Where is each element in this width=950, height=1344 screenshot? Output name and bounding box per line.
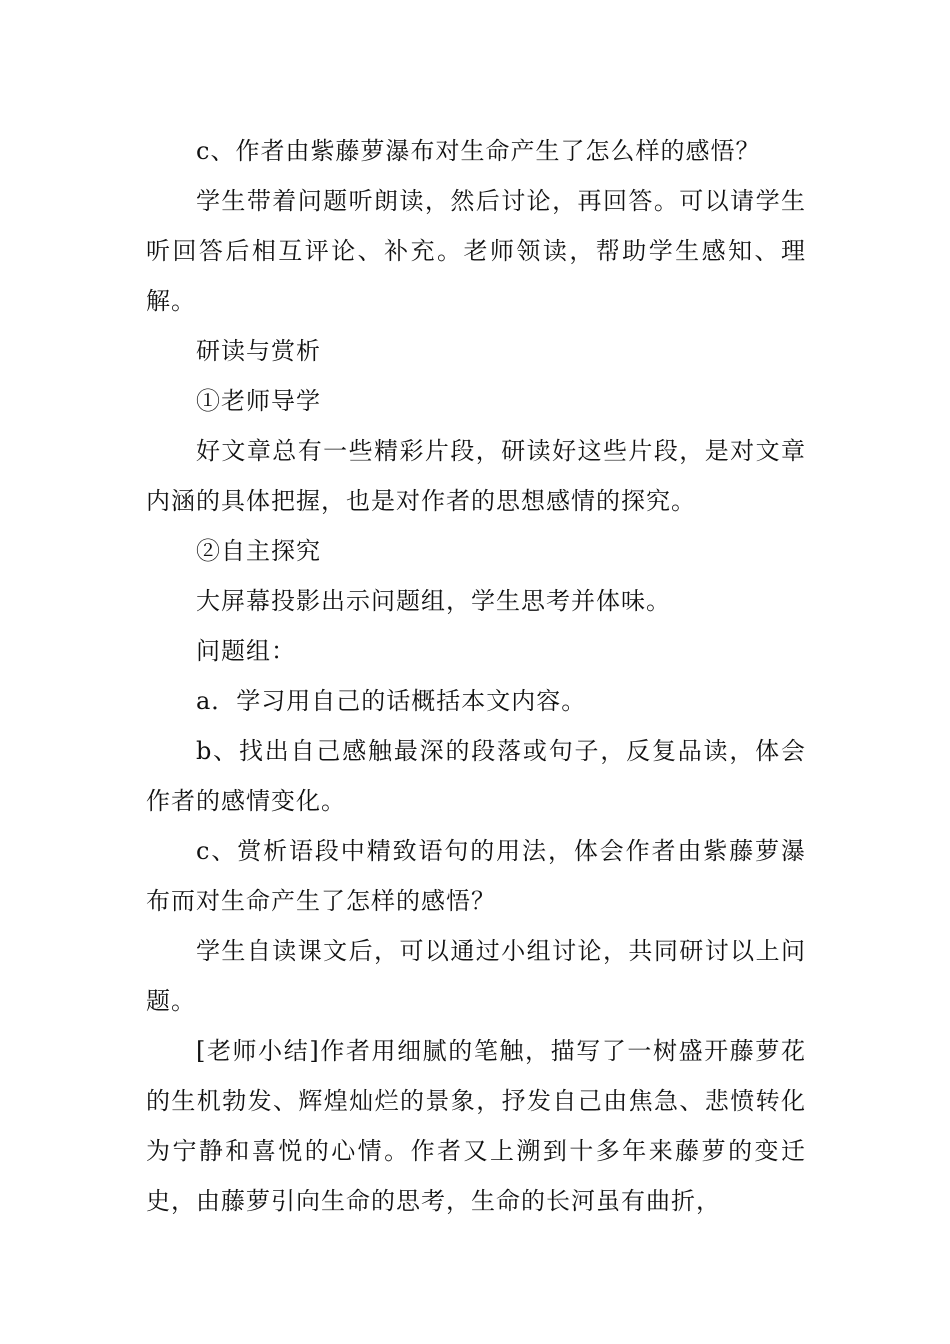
teacher-summary-paragraph: [老师小结]作者用细腻的笔触，描写了一树盛开藤萝花的生机勃发、辉煌灿烂的景象，抒发自己由焦急、悲愤转化为宁静和喜悦的心情。作者又上溯到十多年来藤萝的变迁史，由藤萝引向生命的思考，生命的长河虽有曲折， <box>146 1037 806 1215</box>
listening-instruction-paragraph: 学生带着问题听朗读，然后讨论，再回答。可以请学生听回答后相互评论、补充。老师领读，帮助学生感知、理解。 <box>146 187 806 315</box>
document-body <box>146 126 806 1226</box>
subheading-self-exploration: ②自主探究 <box>196 537 321 565</box>
teacher-guidance-paragraph: 好文章总有一些精彩片段，研读好这些片段，是对文章内涵的具体把握，也是对作者的思想感情的探究。 <box>146 437 806 515</box>
projection-instruction-paragraph: 大屏幕投影出示问题组，学生思考并体味。 <box>196 587 671 615</box>
question-c2-paragraph: c、赏析语段中精致语句的用法，体会作者由紫藤萝瀑布而对生命产生了怎样的感悟？ <box>146 837 806 915</box>
section-heading-study-appreciation: 研读与赏析 <box>196 337 321 365</box>
question-c-paragraph: c、作者由紫藤萝瀑布对生命产生了怎么样的感悟？ <box>196 137 761 165</box>
question-group-label: 问题组： <box>196 637 296 665</box>
question-b-paragraph: b、找出自己感触最深的段落或句子，反复品读，体会作者的感情变化。 <box>146 737 806 815</box>
group-discussion-paragraph: 学生自读课文后，可以通过小组讨论，共同研讨以上问题。 <box>146 937 806 1015</box>
question-a-paragraph: a．学习用自己的话概括本文内容。 <box>196 687 587 715</box>
subheading-teacher-guidance: ①老师导学 <box>196 387 321 415</box>
